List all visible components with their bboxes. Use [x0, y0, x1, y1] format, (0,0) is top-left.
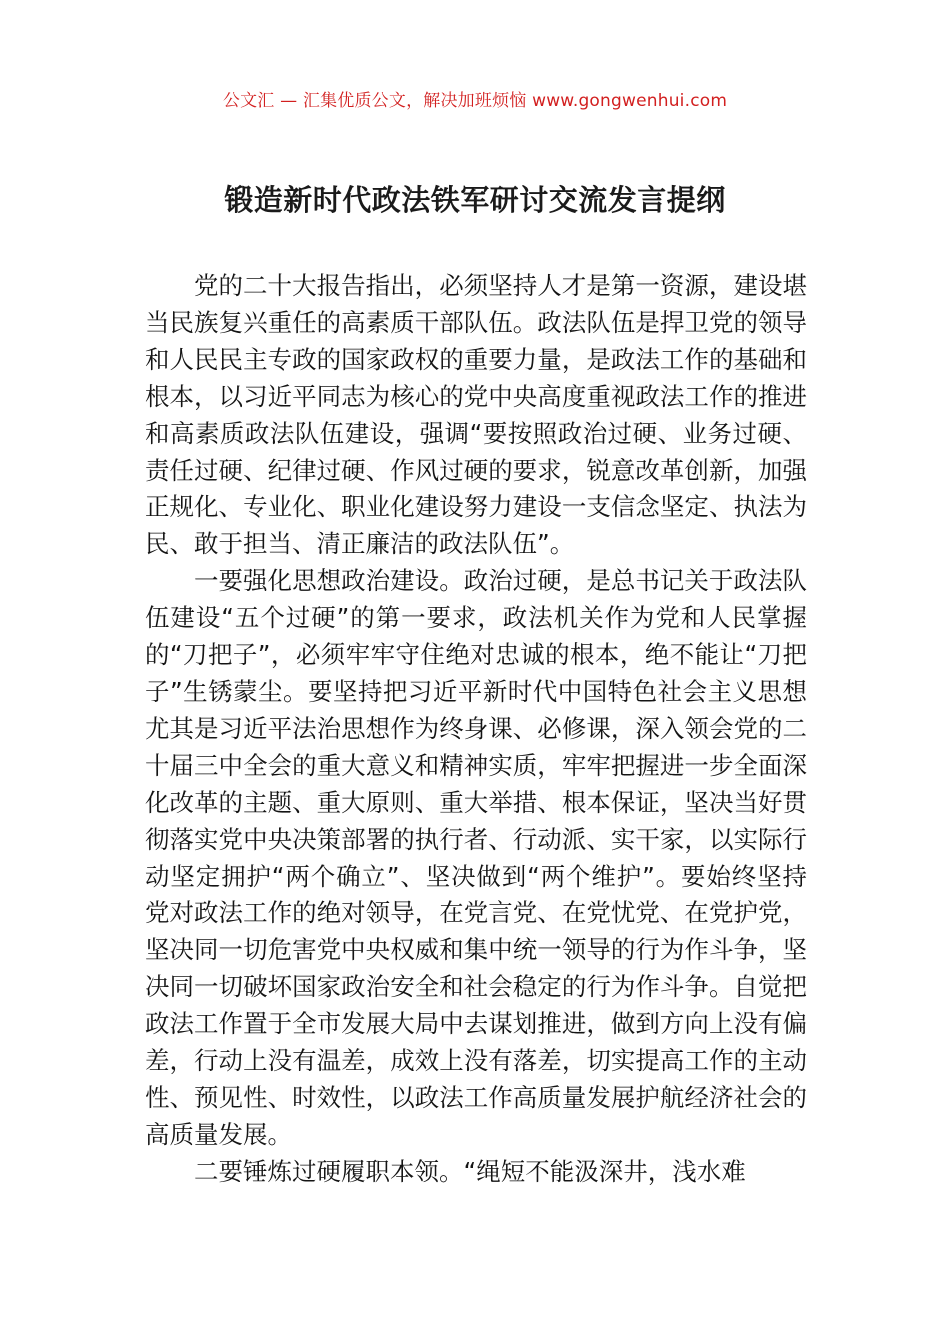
document-body: [145, 268, 807, 1191]
site-header-banner: 公文汇 — 汇集优质公文，解决加班烦恼 www.gongwenhui.com: [222, 91, 728, 111]
document-title: 锻造新时代政法铁军研讨交流发言提纲: [224, 183, 726, 217]
paragraph-skills: 二要锤炼过硬履职本领。“绳短不能汲深井，浅水难: [194, 1156, 746, 1186]
paragraph-political-building: 一要强化思想政治建设。政治过硬，是总书记关于政法队伍建设“五个过硬”的第一要求，政法机关作为党和人民掌握的“刀把子”，必须牢牢守住绝对忠诚的根本，绝不能让“刀把子”生锈蒙尘。要坚持把习近平新时代中国特色社会主义思想尤其是习近平法治思想作为终身课、必修课，深入领会党的二十届三中全会的重大意义和精神实质，牢牢把握进一步全面深化改革的主题、重大原则、重大举措、根本保证，坚决当好贯彻落实党中央决策部署的执行者、行动派、实干家，以实际行动坚定拥护“两个确立”、坚决做到“两个维护”。要始终坚持党对政法工作的绝对领导，在党言党、在党忧党、在党护党，坚决同一切危害党中央权威和集中统一领导的行为作斗争，坚决同一切破坏国家政治安全和社会稳定的行为作斗争。自觉把政法工作置于全市发展大局中去谋划推进，做到方向上没有偏差，行动上没有温差，成效上没有落差，切实提高工作的主动性、预见性、时效性，以政法工作高质量发展护航经济社会的高质量发展。: [145, 566, 807, 1149]
paragraph-intro: 党的二十大报告指出，必须坚持人才是第一资源，建设堪当民族复兴重任的高素质干部队伍。政法队伍是捍卫党的领导和人民民主专政的国家政权的重要力量，是政法工作的基础和根本，以习近平同志为核心的党中央高度重视政法工作的推进和高素质政法队伍建设，强调“要按照政治过硬、业务过硬、责任过硬、纪律过硬、作风过硬的要求，锐意改革创新，加强正规化、专业化、职业化建设努力建设一支信念坚定、执法为民、敢于担当、清正廉洁的政法队伍”。: [145, 271, 807, 559]
